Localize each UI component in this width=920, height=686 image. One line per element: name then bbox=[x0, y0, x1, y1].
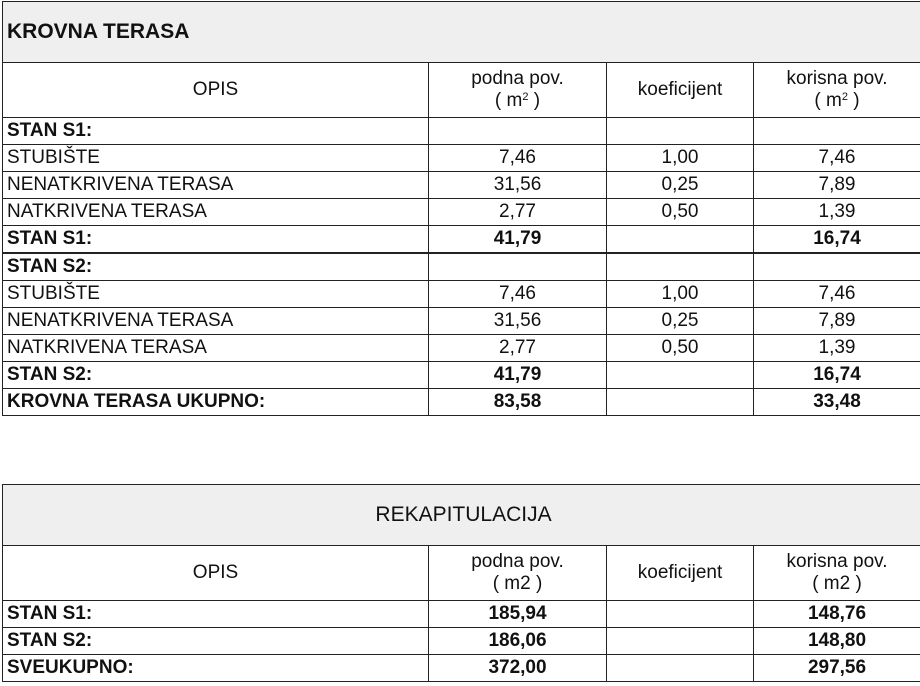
krovna-terasa-table bbox=[2, 1, 920, 416]
cell-podna-pov: 41,79 bbox=[429, 226, 607, 254]
cell-opis: STAN S1: bbox=[3, 226, 429, 254]
header-korisna-unit: ( m2 ) bbox=[812, 573, 862, 594]
cell-podna-pov bbox=[429, 118, 607, 145]
cell-koeficijent: 0,25 bbox=[607, 172, 754, 199]
table-row bbox=[3, 601, 920, 628]
cell-podna-pov: 31,56 bbox=[429, 308, 607, 335]
table-row bbox=[3, 172, 920, 199]
header-korisna-unit-open: ( m bbox=[814, 90, 842, 111]
rekapitulacija-table bbox=[2, 484, 920, 682]
header-opis: OPIS bbox=[3, 546, 429, 601]
cell-koeficijent bbox=[607, 601, 754, 628]
table-row bbox=[3, 628, 920, 655]
cell-opis: STUBIŠTE bbox=[3, 281, 429, 308]
cell-opis: NENATKRIVENA TERASA bbox=[3, 172, 429, 199]
cell-koeficijent bbox=[607, 226, 754, 254]
table-row bbox=[3, 281, 920, 308]
cell-opis: STAN S2: bbox=[3, 362, 429, 389]
header-koeficijent: koeficijent bbox=[607, 63, 754, 118]
table-row bbox=[3, 389, 920, 416]
cell-korisna-pov: 16,74 bbox=[754, 362, 920, 389]
table-row bbox=[3, 335, 920, 362]
cell-korisna-pov bbox=[754, 253, 920, 281]
table-title: REKAPITULACIJA bbox=[3, 485, 920, 546]
header-korisna-unit-close: ) bbox=[847, 90, 860, 111]
header-podna-label: podna pov. bbox=[471, 68, 564, 89]
table-row bbox=[3, 362, 920, 389]
cell-korisna-pov: 7,89 bbox=[754, 172, 920, 199]
header-opis: OPIS bbox=[3, 63, 429, 118]
header-podna-unit: ( m2 ) bbox=[492, 573, 543, 594]
cell-korisna-pov: 1,39 bbox=[754, 335, 920, 362]
table-row bbox=[3, 118, 920, 145]
cell-podna-pov: 83,58 bbox=[429, 389, 607, 416]
table-row bbox=[3, 226, 920, 254]
cell-podna-pov: 2,77 bbox=[429, 199, 607, 226]
header-podna-pov bbox=[429, 63, 607, 118]
header-podna-label: podna pov. bbox=[471, 551, 564, 572]
header-korisna-unit-sup: 2 bbox=[841, 91, 848, 103]
cell-korisna-pov: 16,74 bbox=[754, 226, 920, 254]
cell-korisna-pov: 7,46 bbox=[754, 281, 920, 308]
cell-koeficijent: 1,00 bbox=[607, 145, 754, 172]
cell-podna-pov: 186,06 bbox=[429, 628, 607, 655]
header-podna-pov bbox=[429, 546, 607, 601]
cell-opis: NENATKRIVENA TERASA bbox=[3, 308, 429, 335]
table-row bbox=[3, 655, 920, 682]
header-korisna-pov bbox=[754, 546, 920, 601]
cell-podna-pov: 7,46 bbox=[429, 281, 607, 308]
cell-opis: STAN S2: bbox=[3, 628, 429, 655]
cell-koeficijent bbox=[607, 389, 754, 416]
cell-podna-pov: 2,77 bbox=[429, 335, 607, 362]
cell-opis: NATKRIVENA TERASA bbox=[3, 335, 429, 362]
header-korisna-pov bbox=[754, 63, 920, 118]
cell-koeficijent bbox=[607, 655, 754, 682]
cell-opis: SVEUKUPNO: bbox=[3, 655, 429, 682]
header-podna-unit-close: ) bbox=[528, 90, 541, 111]
cell-opis: STAN S1: bbox=[3, 118, 429, 145]
cell-koeficijent: 0,25 bbox=[607, 308, 754, 335]
cell-korisna-pov: 7,89 bbox=[754, 308, 920, 335]
cell-korisna-pov bbox=[754, 118, 920, 145]
table-title: KROVNA TERASA bbox=[3, 2, 920, 63]
cell-podna-pov: 372,00 bbox=[429, 655, 607, 682]
table-row bbox=[3, 199, 920, 226]
cell-korisna-pov: 148,80 bbox=[754, 628, 920, 655]
cell-korisna-pov: 297,56 bbox=[754, 655, 920, 682]
cell-koeficijent: 0,50 bbox=[607, 199, 754, 226]
header-row bbox=[3, 546, 920, 601]
cell-koeficijent bbox=[607, 253, 754, 281]
cell-opis: KROVNA TERASA UKUPNO: bbox=[3, 389, 429, 416]
cell-podna-pov: 41,79 bbox=[429, 362, 607, 389]
cell-koeficijent bbox=[607, 118, 754, 145]
cell-podna-pov bbox=[429, 253, 607, 281]
cell-korisna-pov: 33,48 bbox=[754, 389, 920, 416]
cell-opis: STAN S1: bbox=[3, 601, 429, 628]
cell-koeficijent bbox=[607, 628, 754, 655]
cell-podna-pov: 7,46 bbox=[429, 145, 607, 172]
cell-opis: STUBIŠTE bbox=[3, 145, 429, 172]
cell-korisna-pov: 7,46 bbox=[754, 145, 920, 172]
cell-korisna-pov: 148,76 bbox=[754, 601, 920, 628]
cell-korisna-pov: 1,39 bbox=[754, 199, 920, 226]
cell-podna-pov: 31,56 bbox=[429, 172, 607, 199]
table-row bbox=[3, 308, 920, 335]
cell-koeficijent: 1,00 bbox=[607, 281, 754, 308]
header-row bbox=[3, 63, 920, 118]
cell-koeficijent: 0,50 bbox=[607, 335, 754, 362]
table-row bbox=[3, 145, 920, 172]
cell-opis: NATKRIVENA TERASA bbox=[3, 199, 429, 226]
header-podna-unit-sup: 2 bbox=[522, 91, 529, 103]
cell-koeficijent bbox=[607, 362, 754, 389]
header-koeficijent: koeficijent bbox=[607, 546, 754, 601]
header-korisna-label: korisna pov. bbox=[786, 551, 888, 572]
cell-opis: STAN S2: bbox=[3, 253, 429, 281]
table-row bbox=[3, 253, 920, 281]
header-podna-unit-open: ( m bbox=[494, 90, 523, 111]
cell-podna-pov: 185,94 bbox=[429, 601, 607, 628]
header-korisna-label: korisna pov. bbox=[786, 68, 888, 89]
